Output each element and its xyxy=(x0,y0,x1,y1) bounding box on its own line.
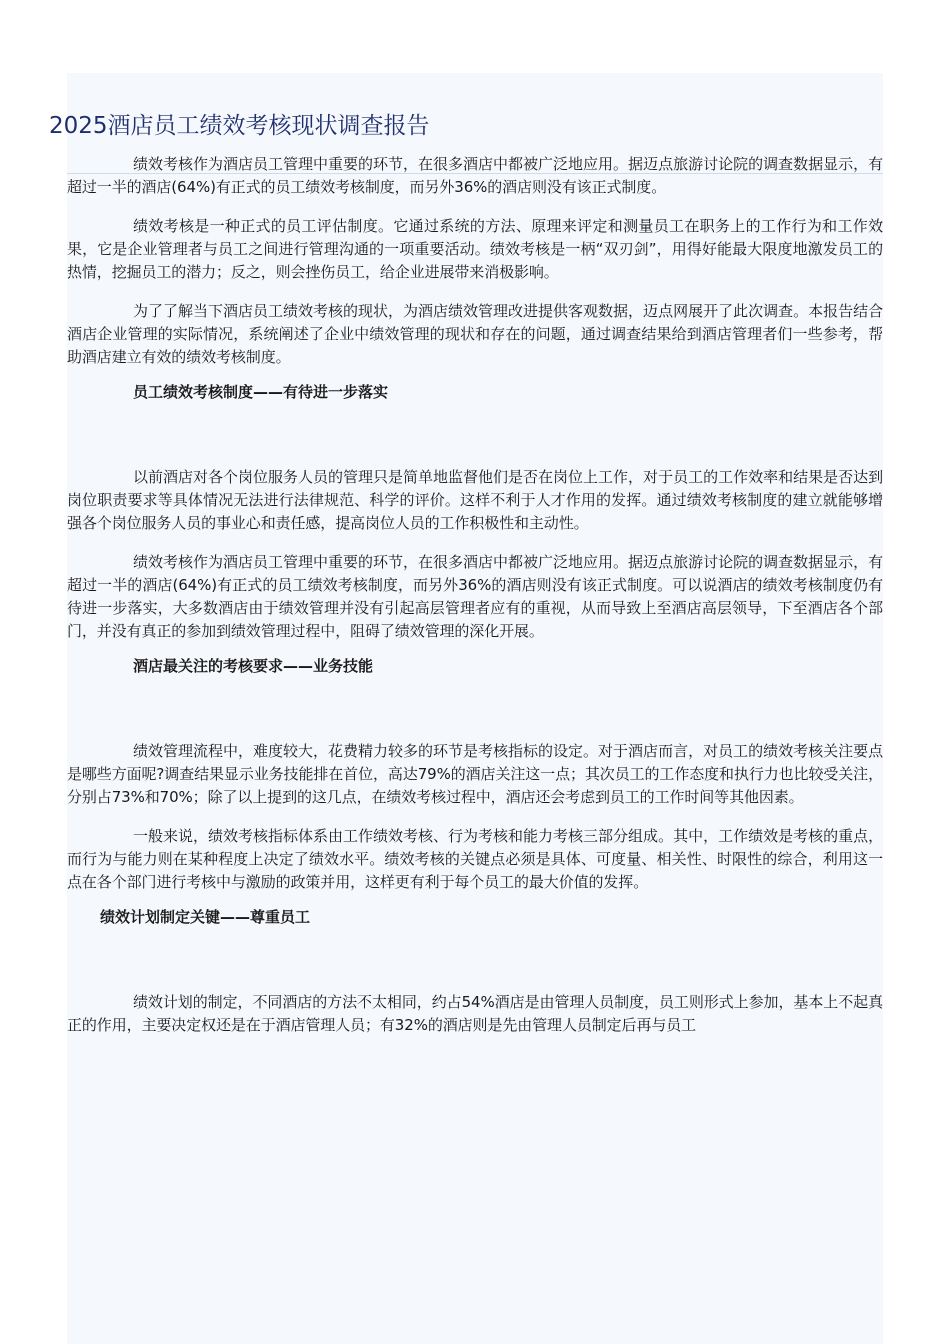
paragraph-section1-1: 以前酒店对各个岗位服务人员的管理只是简单地监督他们是否在岗位上工作，对于员工的工作效率和结果是否达到岗位职责要求等具体情况无法进行法律规范、科学的评价。这样不利于人才作用的发挥。通过绩效考核制度的建立就能够增强各个岗位服务人员的事业心和责任感，提高岗位人员的工作积极性和主动性。 xyxy=(67,468,883,532)
paragraph-section3-1: 绩效计划的制定，不同酒店的方法不太相同，约占54%酒店是由管理人员制度，员工则形式上参加，基本上不起真正的作用，主要决定权还是在于酒店管理人员；有32%的酒店则是先由管理人员制定后再与员工 xyxy=(67,993,883,1034)
document-body xyxy=(67,153,883,1053)
paragraph-intro-2: 绩效考核是一种正式的员工评估制度。它通过系统的方法、原理来评定和测量员工在职务上的工作行为和工作效果，它是企业管理者与员工之间进行管理沟通的一项重要活动。绩效考核是一柄“双刃剑”，用得好能最大限度地激发员工的热情，挖掘员工的潜力；反之，则会挫伤员工，给企业进展带来消极影响。 xyxy=(67,217,883,281)
paragraph-intro-1: 绩效考核作为酒店员工管理中重要的环节，在很多酒店中都被广泛地应用。据迈点旅游讨论院的调查数据显示，有超过一半的酒店(64%)有正式的员工绩效考核制度，而另外36%的酒店则没有该正式制度。 xyxy=(67,155,883,196)
section-heading-2: 酒店最关注的考核要求——业务技能 xyxy=(133,657,374,675)
document-title: 2025酒店员工绩效考核现状调查报告 xyxy=(49,113,430,139)
paragraph-section2-2: 一般来说，绩效考核指标体系由工作绩效考核、行为考核和能力考核三部分组成。其中，工作绩效是考核的重点，而行为与能力则在某种程度上决定了绩效水平。绩效考核的关键点必须是具体、可度量、相关性、时限性的综合，利用这一点在各个部门进行考核中与激励的政策并用，这样更有利于每个员工的最大价值的发挥。 xyxy=(67,827,883,891)
section-heading-3: 绩效计划制定关键——尊重员工 xyxy=(100,908,311,926)
section-heading-1: 员工绩效考核制度——有待进一步落实 xyxy=(133,383,389,401)
paragraph-intro-3: 为了了解当下酒店员工绩效考核的现状，为酒店绩效管理改进提供客观数据，迈点网展开了此次调查。本报告结合酒店企业管理的实际情况，系统阐述了企业中绩效管理的现状和存在的问题，通过调查结果给到酒店管理者们一些参考，帮助酒店建立有效的绩效考核制度。 xyxy=(67,302,883,366)
paragraph-section1-2: 绩效考核作为酒店员工管理中重要的环节，在很多酒店中都被广泛地应用。据迈点旅游讨论院的调查数据显示，有超过一半的酒店(64%)有正式的员工绩效考核制度，而另外36%的酒店则没有该正式制度。可以说酒店的绩效考核制度仍有待进一步落实，大多数酒店由于绩效管理并没有引起高层管理者应有的重视，从而导致上至酒店高层领导，下至酒店各个部门，并没有真正的参加到绩效管理过程中，阻碍了绩效管理的深化开展。 xyxy=(67,553,883,640)
paragraph-section2-1: 绩效管理流程中，难度较大，花费精力较多的环节是考核指标的设定。对于酒店而言，对员工的绩效考核关注要点是哪些方面呢?调查结果显示业务技能排在首位，高达79%的酒店关注这一点；其次员工的工作态度和执行力也比较受关注，分别占73%和70%；除了以上提到的这几点，在绩效考核过程中，酒店还会考虑到员工的工作时间等其他因素。 xyxy=(67,742,883,806)
